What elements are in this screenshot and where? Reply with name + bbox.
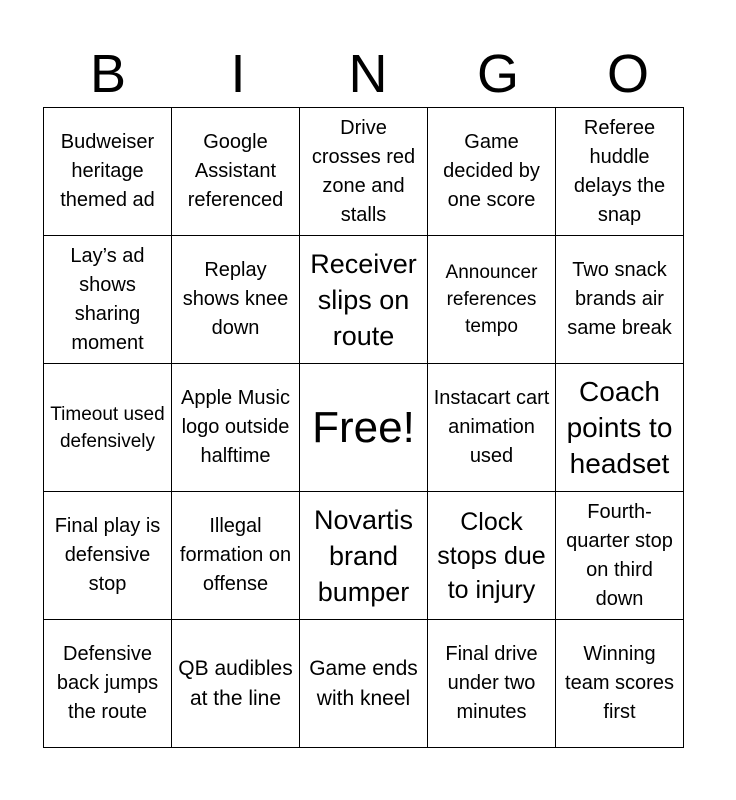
cell-label: Defensive back jumps the route (56, 643, 159, 723)
bingo-cell[interactable] (172, 364, 300, 492)
bingo-cell[interactable] (300, 620, 428, 748)
grid-row-2 (44, 236, 684, 364)
cell-label: Receiver slips on route (310, 248, 417, 351)
header-letter-o: O (606, 44, 649, 104)
bingo-cell[interactable] (428, 620, 556, 748)
bingo-cell[interactable] (556, 364, 684, 492)
free-space-cell[interactable] (300, 364, 428, 492)
bingo-cell[interactable] (300, 108, 428, 236)
grid-row-4 (44, 492, 684, 620)
free-space-label: Free! (312, 402, 415, 452)
header-letter-b: B (89, 44, 127, 104)
cell-label: Illegal formation on offense (179, 515, 292, 595)
bingo-cell[interactable] (300, 236, 428, 364)
bingo-cell[interactable] (556, 108, 684, 236)
bingo-cell[interactable] (44, 492, 172, 620)
cell-label: Final drive under two minutes (445, 643, 538, 723)
bingo-cell[interactable] (44, 620, 172, 748)
bingo-grid (43, 107, 684, 748)
cell-label: Apple Music logo outside halftime (181, 387, 290, 467)
cell-label: Coach points to headset (566, 375, 673, 479)
cell-label: Lay’s ad shows sharing moment (70, 244, 145, 354)
cell-label: Winning team scores first (565, 643, 674, 723)
cell-label: Two snack brands air same break (567, 259, 672, 339)
grid-row-5 (44, 620, 684, 748)
cell-label: Clock stops due to injury (437, 507, 546, 604)
bingo-cell[interactable] (428, 364, 556, 492)
bingo-cell[interactable] (44, 364, 172, 492)
grid-row-1 (44, 108, 684, 236)
bingo-cell[interactable] (300, 492, 428, 620)
bingo-cell[interactable] (44, 236, 172, 364)
cell-label: Budweiser heritage themed ad (60, 131, 155, 211)
bingo-cell[interactable] (172, 236, 300, 364)
cell-label: Game ends with kneel (309, 656, 418, 710)
cell-label: Final play is defensive stop (54, 515, 161, 595)
grid-row-3 (44, 364, 684, 492)
cell-label: Game decided by one score (443, 131, 540, 211)
bingo-header (43, 40, 693, 108)
bingo-cell[interactable] (428, 108, 556, 236)
cell-label: Fourth-quarter stop on third down (566, 500, 673, 610)
bingo-cell[interactable] (172, 492, 300, 620)
cell-label: Instacart cart animation used (433, 387, 550, 467)
bingo-cell[interactable] (428, 236, 556, 364)
cell-label: Referee huddle delays the snap (573, 116, 666, 226)
bingo-cell[interactable] (556, 492, 684, 620)
cell-label: Google Assistant referenced (187, 131, 284, 211)
header-letter-g: G (476, 44, 519, 104)
cell-label: Novartis brand bumper (313, 504, 414, 607)
cell-label: Replay shows knee down (182, 259, 289, 339)
bingo-cell[interactable] (428, 492, 556, 620)
cell-label: QB audibles at the line (178, 656, 293, 710)
bingo-cell[interactable] (44, 108, 172, 236)
bingo-cell[interactable] (172, 620, 300, 748)
cell-label: Announcer references tempo (445, 262, 538, 337)
cell-label: Timeout used defensively (50, 403, 165, 452)
bingo-cell[interactable] (556, 620, 684, 748)
header-letter-n: N (348, 44, 388, 104)
header-letter-i: I (230, 44, 246, 104)
bingo-cell[interactable] (556, 236, 684, 364)
cell-label: Drive crosses red zone and stalls (311, 116, 416, 226)
bingo-cell[interactable] (172, 108, 300, 236)
